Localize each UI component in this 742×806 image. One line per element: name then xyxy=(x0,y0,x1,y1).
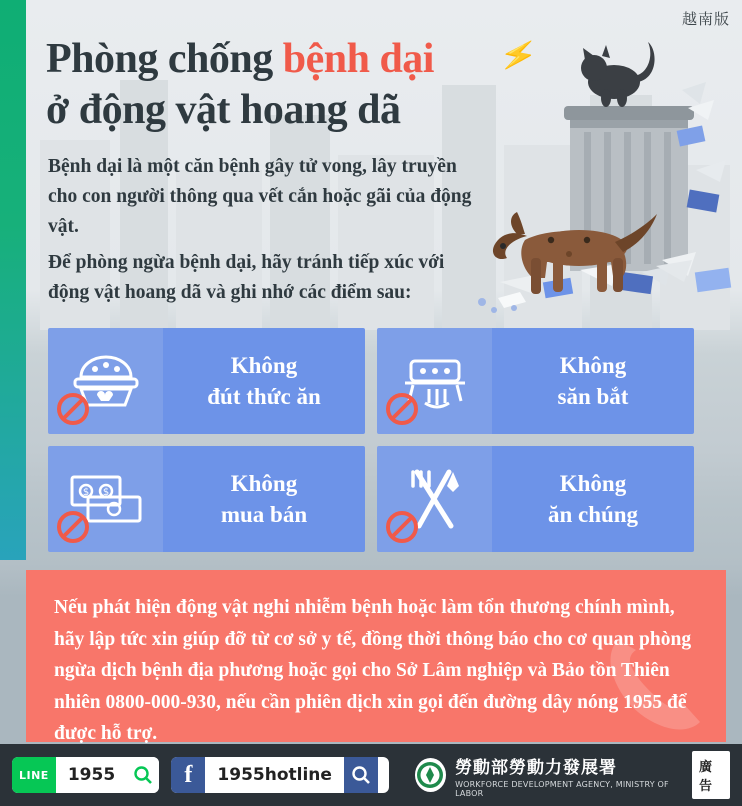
line-contact-pill[interactable] xyxy=(12,757,159,793)
emergency-callout xyxy=(26,570,726,745)
prohibition-icon xyxy=(56,510,90,544)
tile-label-line1: Không xyxy=(230,470,298,496)
callout-text: Nếu phát hiện động vật nghi nhiễm bệnh hoặc làm tổn thương chính mình, hãy lập tức xin giúp đỡ từ cơ sở y tế, đồng thời thông báo cho cơ quan phòng ngừa dịch bệnh địa phương hoặc gọi cho Sở Lâm nghiệp và Bảo tồn Thiên nhiên 0800-000-930, nếu cần phiên dịch xin gọi đến đường dây nóng 1955 để được hỗ trợ. xyxy=(54,597,692,745)
money-icon xyxy=(48,446,163,552)
search-icon[interactable] xyxy=(127,757,159,793)
phone-icon xyxy=(592,626,712,736)
dog-illustration xyxy=(487,196,667,306)
prevention-tiles xyxy=(48,328,694,564)
left-accent-bar xyxy=(0,0,26,560)
agency-branding xyxy=(415,753,680,798)
prohibition-icon xyxy=(56,392,90,426)
tile-label xyxy=(163,446,365,552)
headline-line2: ở động vật hoang dã xyxy=(46,87,401,134)
tile-row xyxy=(48,446,694,552)
tile-label-line2: săn bắt xyxy=(557,384,629,409)
tile-label-line2: mua bán xyxy=(220,502,308,527)
svg-text:$: $ xyxy=(102,487,109,498)
headline-line1-plain: Phòng chống xyxy=(46,36,283,82)
tile-label xyxy=(492,446,694,552)
ad-label: 廣告 xyxy=(692,751,730,799)
facebook-contact-pill[interactable] xyxy=(171,757,388,793)
agency-name-cn: 勞動部勞動力發展署 xyxy=(455,757,618,778)
tile-label-line1: Không xyxy=(559,352,627,378)
tile-no-feeding xyxy=(48,328,365,434)
facebook-icon: f xyxy=(171,757,205,793)
intro-paragraph-1: Bệnh dại là một căn bệnh gây tử vong, lây truyền cho con người thông qua vết cắn hoặc gãi của động vật. xyxy=(48,156,472,238)
tile-label-line2: ăn chúng xyxy=(547,502,639,527)
lightning-icon: ⚡ xyxy=(496,35,537,76)
animal-trap-icon xyxy=(377,328,492,434)
tile-label-line2: đút thức ăn xyxy=(207,384,321,409)
facebook-id-label: 1955hotline xyxy=(217,765,332,785)
tile-label xyxy=(163,328,365,434)
prohibition-icon xyxy=(385,392,419,426)
agency-seal-icon xyxy=(415,758,446,792)
intro-paragraph-2: Để phòng ngừa bệnh dại, hãy tránh tiếp xúc với động vật hoang dã và ghi nhớ các điểm sau: xyxy=(48,252,445,304)
tile-no-trading xyxy=(48,446,365,552)
prohibition-icon xyxy=(385,510,419,544)
food-bowl-icon xyxy=(48,328,163,434)
tile-row xyxy=(48,328,694,434)
tile-label xyxy=(492,328,694,434)
tile-no-eating xyxy=(377,446,694,552)
tile-label-line1: Không xyxy=(230,352,298,378)
fork-knife-icon xyxy=(377,446,492,552)
search-icon[interactable] xyxy=(344,757,378,793)
agency-names xyxy=(455,753,680,798)
language-tag: 越南版 xyxy=(681,10,730,28)
line-id-label: 1955 xyxy=(67,765,116,785)
agency-name-en: WORKFORCE DEVELOPMENT AGENCY, MINISTRY OF LABOR xyxy=(455,779,669,798)
tile-no-hunting xyxy=(377,328,694,434)
footer-bar xyxy=(0,744,742,806)
svg-text:$: $ xyxy=(82,487,89,498)
line-icon: LINE xyxy=(12,757,56,793)
headline-highlight: bệnh dại xyxy=(282,36,434,82)
tile-label-line1: Không xyxy=(559,470,627,496)
